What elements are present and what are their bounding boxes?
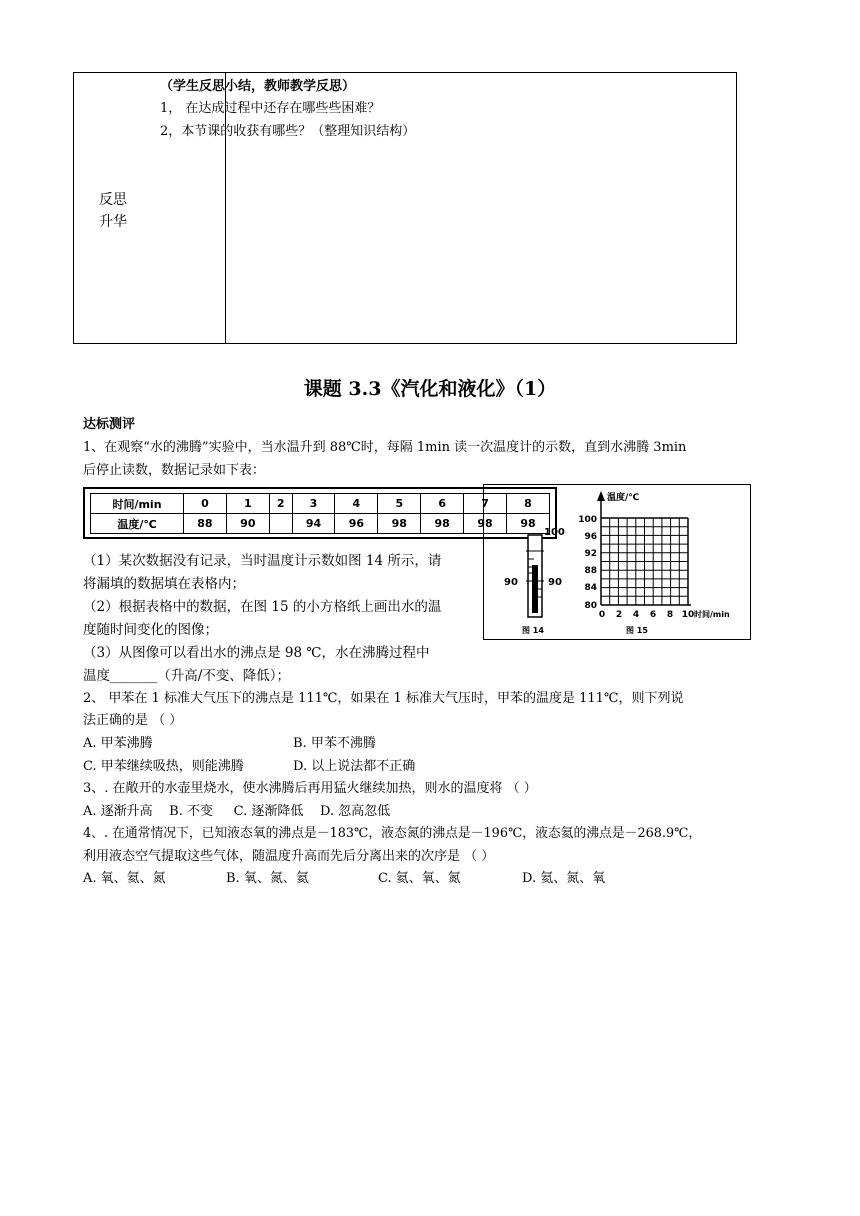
table-cell: 94	[292, 514, 335, 534]
table-cell: 5	[378, 494, 421, 514]
y-tick-label: 92	[584, 549, 597, 559]
reflection-label-line1: 反思	[99, 192, 127, 208]
table-header-temp: 温度/℃	[91, 514, 184, 534]
thermometer-icon	[526, 535, 544, 617]
q2-option-c: C. 甲苯继续吸热，则能沸腾	[83, 759, 244, 774]
section-heading: 达标测评	[83, 417, 136, 432]
y-tick-label: 80	[584, 601, 597, 611]
q1-line-1: 1、在观察“水的沸腾”实验中，当水温升到 88℃时，每隔 1min 读一次温度计的示数，直到水沸腾 3min	[83, 440, 687, 455]
page-title: 课题 3.3《汽化和液化》（1）	[303, 378, 557, 400]
x-tick-label: 4	[632, 610, 640, 620]
table-cell: 1	[226, 494, 269, 514]
reflection-item-1: 1， 在达成过程中还存在哪些些困难？	[160, 101, 381, 116]
table-cell: 98	[507, 514, 550, 534]
thermo-right-label: 90	[548, 577, 562, 588]
q2-line-2: 法正确的是 （ ）	[83, 713, 183, 728]
q1-sub1-line-1: （1）某次数据没有记录，当时温度计示数如图 14 所示，请	[83, 553, 442, 569]
table-row-temp	[91, 514, 550, 534]
x-tick-label: 10	[681, 610, 695, 620]
y-tick-label: 84	[584, 583, 597, 593]
q2-line-1: 2、 甲苯在 1 标准大气压下的沸点是 111℃，如果在 1 标准大气压时，甲苯的温度是 111℃，则下列说	[83, 691, 684, 706]
reflection-heading: （学生反思小结，教师教学反思）	[160, 79, 356, 94]
reflection-label	[74, 189, 152, 233]
table-cell: 4	[335, 494, 378, 514]
q1-line-2: 后停止读数，数据记录如下表：	[83, 463, 266, 478]
table-cell: 0	[184, 494, 227, 514]
table-header-time: 时间/min	[91, 494, 184, 514]
q1-sub2-line-2: 度随时间变化的图像；	[83, 622, 218, 638]
reflection-item-2: 2，本节课的收获有哪些？（整理知识结构）	[160, 124, 416, 139]
y-tick-label: 96	[584, 532, 597, 542]
table-cell: 7	[464, 494, 507, 514]
table-row-time	[91, 494, 550, 514]
q3-line-1: 3、. 在敞开的水壶里烧水，使水沸腾后再用猛火继续加热，则水的温度将 （ ）	[83, 781, 537, 796]
x-tick-label: 2	[615, 610, 623, 620]
figure-svg	[484, 485, 750, 639]
thermo-top-label: 100	[544, 527, 565, 538]
table-cell: 2	[269, 494, 292, 514]
fig15-caption: 图 15	[626, 626, 648, 635]
thermo-left-label: 90	[504, 577, 518, 588]
q3-options: A. 逐渐升高 B. 不变 C. 逐渐降低 D. 忽高忽低	[83, 804, 391, 819]
graph-grid	[601, 518, 688, 605]
q1-sub1-line-2: 将漏填的数据填在表格内；	[83, 576, 245, 592]
table-cell: 8	[507, 494, 550, 514]
q4-option-a: A. 氧、氦、氮	[83, 871, 166, 886]
q2-option-b: B. 甲苯不沸腾	[293, 736, 376, 751]
q1-sub3-line-1: （3）从图像可以看出水的沸点是 98 ℃，水在沸腾过程中	[83, 645, 430, 661]
y-tick-label: 88	[584, 566, 597, 576]
table-cell: 3	[292, 494, 335, 514]
table-cell: 98	[421, 514, 464, 534]
q4-option-c: C. 氦、氧、氮	[378, 871, 461, 886]
q4-line-2: 利用液态空气提取这些气体，随温度升高而先后分离出来的次序是 （ ）	[83, 849, 495, 864]
x-tick-label: 0	[598, 610, 606, 620]
y-axis-label: 温度/℃	[607, 493, 640, 503]
table-cell: 90	[226, 514, 269, 534]
x-axis-label: 时间/min	[694, 610, 730, 619]
figure-box	[483, 484, 751, 640]
table-cell: 96	[335, 514, 378, 534]
table-cell: 88	[184, 514, 227, 534]
q1-sub2-line-1: （2）根据表格中的数据，在图 15 的小方格纸上画出水的温	[83, 599, 442, 615]
q2-option-d: D. 以上说法都不正确	[293, 759, 416, 774]
table-cell: 98	[464, 514, 507, 534]
q2-option-a: A. 甲苯沸腾	[83, 736, 153, 751]
x-tick-label: 6	[649, 610, 657, 620]
q1-sub3-line-2: 温度_______（升高/不变、降低）；	[83, 668, 291, 684]
q4-option-d: D. 氦、氮、氧	[522, 871, 606, 886]
reflection-table	[73, 72, 737, 344]
table-cell: 6	[421, 494, 464, 514]
y-axis-arrow	[597, 491, 605, 501]
y-tick-label: 100	[578, 515, 597, 525]
table-cell	[269, 514, 292, 534]
q4-option-b: B. 氧、氮、氦	[226, 871, 309, 886]
reflection-label-line2: 升华	[99, 214, 127, 230]
q4-line-1: 4、. 在通常情况下，已知液态氧的沸点是－183℃，液态氮的沸点是－196℃，液态氦的沸点是－268.9℃，	[83, 826, 702, 841]
table-cell: 98	[378, 514, 421, 534]
fig14-caption: 图 14	[522, 626, 544, 635]
x-tick-label: 8	[666, 610, 674, 620]
